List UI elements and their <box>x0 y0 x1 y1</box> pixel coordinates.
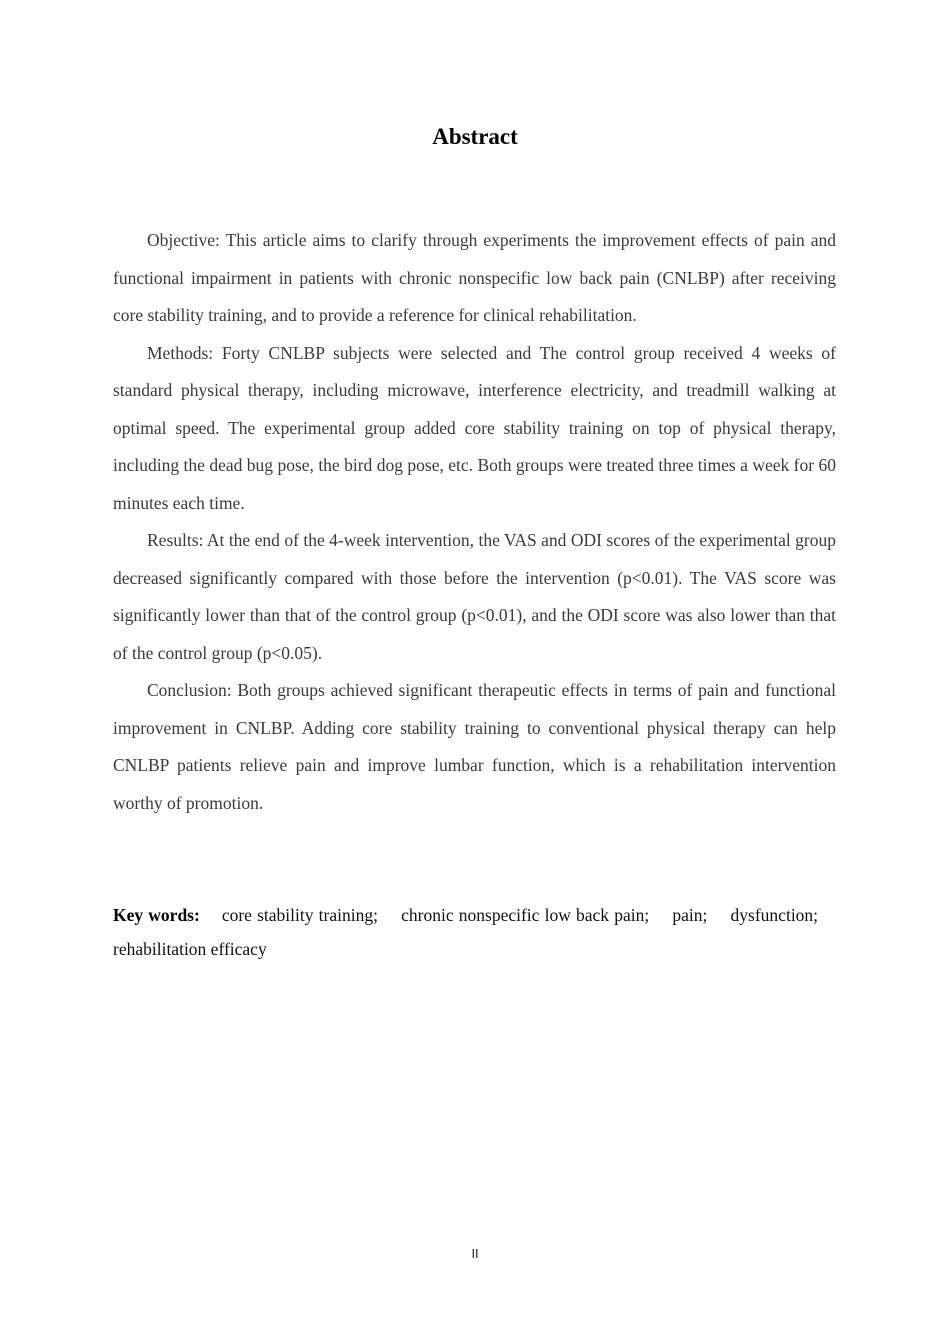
conclusion-paragraph <box>113 672 836 822</box>
keyword-item: core stability training; <box>221 905 378 925</box>
results-label: Results: <box>147 530 204 550</box>
page-title: Abstract <box>432 124 518 149</box>
objective-paragraph <box>113 222 836 335</box>
keyword-item: pain; <box>672 905 708 925</box>
objective-text: This article aims to clarify through experiments the improvement effects of pain and functional impairment in patients with chronic nonspecific low back pain (CNLBP) after receiving core stability training, and to provide a reference for clinical rehabilitation. <box>113 230 836 325</box>
methods-paragraph <box>113 335 836 523</box>
keywords-section <box>113 898 836 966</box>
page-number: II <box>471 1247 479 1261</box>
keyword-item: dysfunction; <box>730 905 819 925</box>
keyword-item: chronic nonspecific low back pain; <box>401 905 650 925</box>
conclusion-label: Conclusion: <box>147 680 232 700</box>
methods-text: Forty CNLBP subjects were selected and The control group received 4 weeks of standard physical therapy, including microwave, interference electricity, and treadmill walking at optimal speed. The experimental group added core stability training on top of physical therapy, including the dead bug pose, the bird dog pose, etc. Both groups were treated three times a week for 60 minutes each time. <box>113 342 837 513</box>
keywords-label: Key words: <box>113 905 200 925</box>
conclusion-text: Both groups achieved significant therapeutic effects in terms of pain and functional improvement in CNLBP. Adding core stability training to conventional physical therapy can help CNLBP patients relieve pain and improve lumbar function, which is a rehabilitation intervention worthy of promotion. <box>113 680 837 813</box>
abstract-body <box>113 222 836 822</box>
keyword-item: rehabilitation efficacy <box>113 939 267 959</box>
results-text: At the end of the 4-week intervention, the VAS and ODI scores of the experimental group decreased significantly compared with those before the intervention (p<0.01). The VAS score was significantly lower than that of the control group (p<0.01), and the ODI score was also lower than that of the control group (p<0.05). <box>113 530 836 663</box>
methods-label: Methods: <box>147 342 214 363</box>
results-paragraph <box>113 522 836 672</box>
objective-label: Objective: <box>147 230 220 250</box>
